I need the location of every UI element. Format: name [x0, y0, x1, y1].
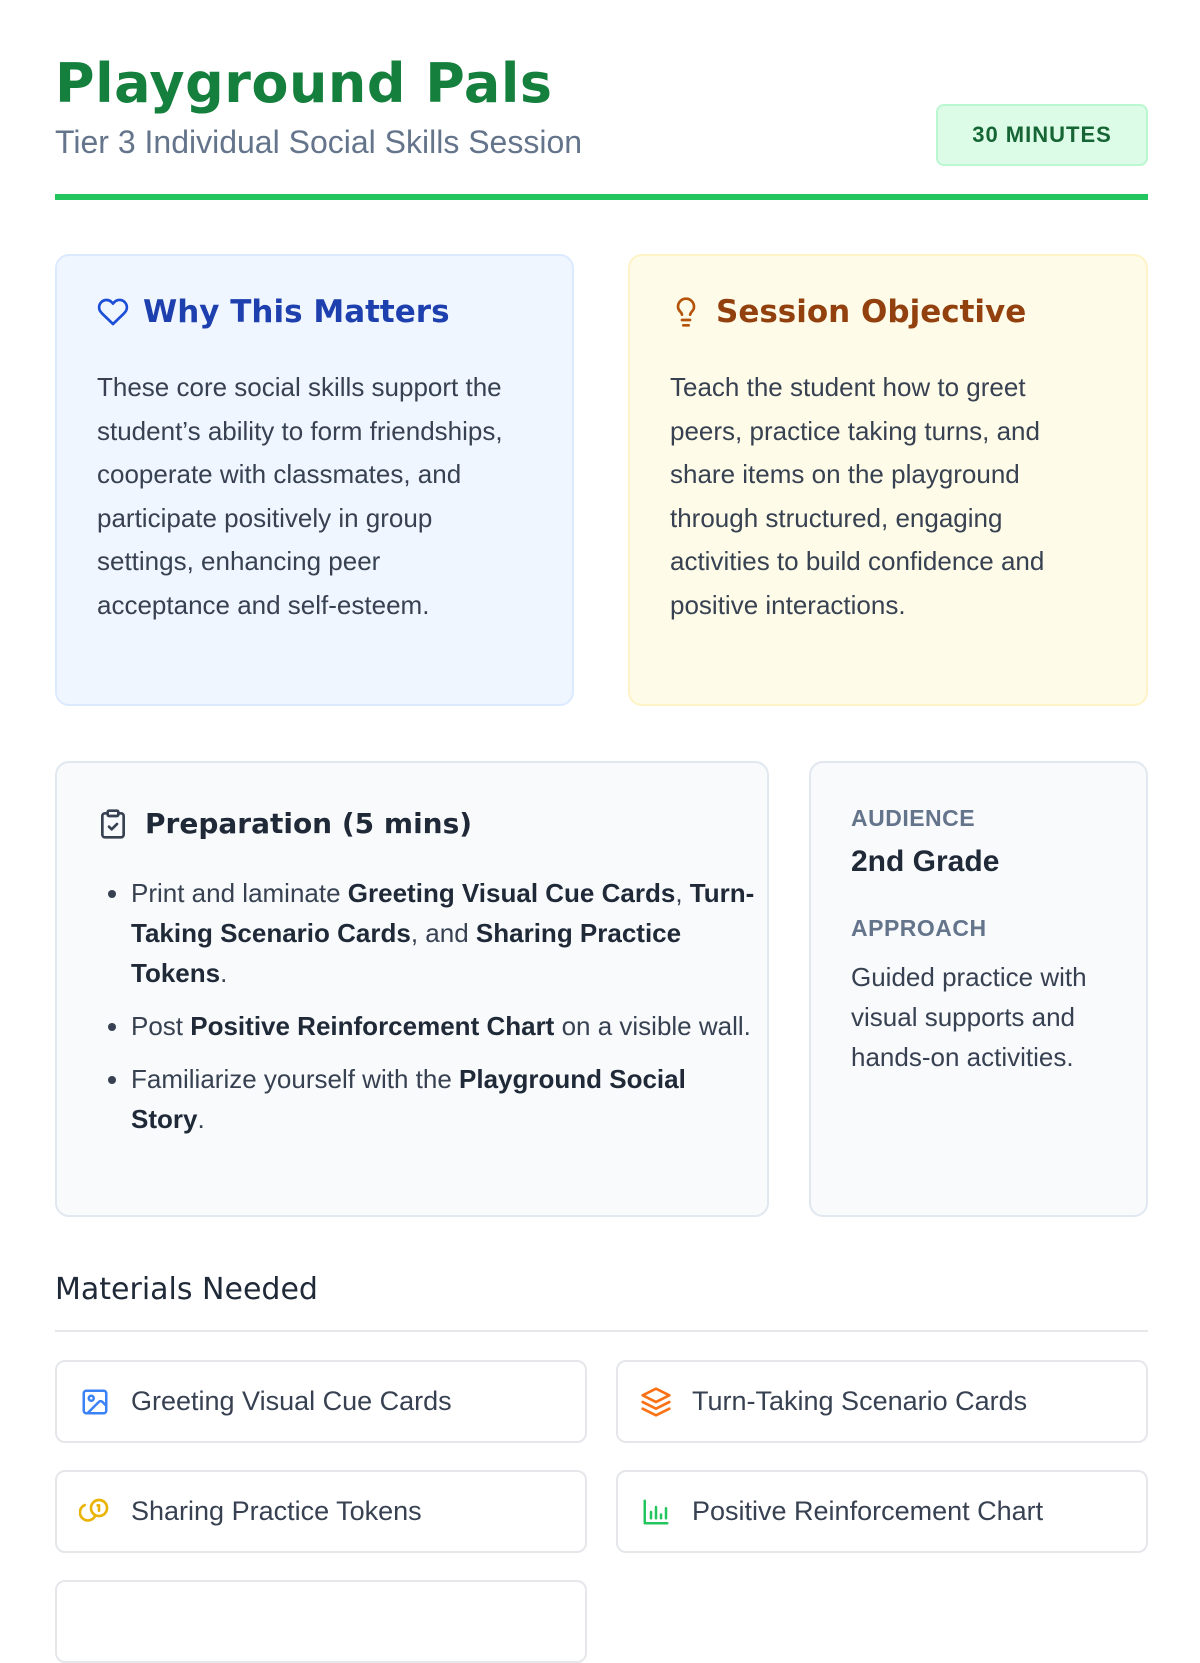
material-item: [616, 1360, 1148, 1443]
material-label: Sharing Practice Tokens: [131, 1496, 422, 1526]
material-item: [616, 1470, 1148, 1553]
image-icon: [79, 1386, 111, 1418]
objective-body: Teach the student how to greet peers, practice taking turns, and share items on the playground through structured, engaging activities to build confidence and positive interactions.: [670, 372, 1045, 620]
preparation-item: [131, 1059, 761, 1139]
audience-value: 2nd Grade: [851, 845, 1000, 878]
approach-value: Guided practice with visual supports and hands-on activities.: [851, 962, 1087, 1072]
duration-badge: 30 MINUTES: [936, 104, 1148, 166]
layers-icon: [640, 1386, 672, 1418]
preparation-card: [55, 761, 769, 1217]
session-objective-card: [628, 254, 1148, 706]
material-label: Positive Reinforcement Chart: [692, 1496, 1044, 1526]
why-body: These core social skills support the student’s ability to form friendships, cooperate with classmates, and participate positively in group settings, enhancing peer acceptance and self-esteem.: [97, 372, 503, 620]
material-item: [55, 1580, 587, 1663]
coins-icon: [79, 1496, 111, 1528]
material-item: [55, 1470, 587, 1553]
preparation-item-text: Post: [131, 1011, 191, 1041]
objective-heading: Session Objective: [716, 294, 1027, 330]
preparation-item-text: .: [220, 958, 228, 988]
preparation-item-emphasis: Greeting Visual Cue Cards: [347, 878, 676, 908]
materials-divider: [55, 1330, 1148, 1332]
material-label: Greeting Visual Cue Cards: [131, 1386, 452, 1416]
material-label: Turn-Taking Scenario Cards: [692, 1386, 1028, 1416]
preparation-item-emphasis: Turn-Taking Scenario Cards: [131, 878, 755, 948]
page-title: Playground Pals: [55, 52, 553, 115]
preparation-item-text: .: [197, 1104, 205, 1134]
why-this-matters-card: [55, 254, 574, 706]
lightbulb-icon: [670, 296, 702, 328]
preparation-item-text: Familiarize yourself with the: [131, 1064, 459, 1094]
audience-approach-card: [809, 761, 1148, 1217]
preparation-item-text: , and: [410, 918, 476, 948]
preparation-item: [131, 873, 761, 993]
clipboard-check-icon: [97, 808, 129, 840]
page-header: [55, 0, 1148, 200]
material-item: [55, 1360, 587, 1443]
preparation-heading: Preparation (5 mins): [145, 807, 473, 840]
lesson-plan-page: [55, 0, 1148, 1526]
header-divider: [55, 194, 1148, 200]
bar-chart-icon: [640, 1496, 672, 1528]
heart-icon: [97, 296, 129, 328]
preparation-list: [97, 873, 761, 1152]
preparation-item-text: on a visible wall.: [554, 1011, 751, 1041]
audience-label: AUDIENCE: [851, 805, 976, 831]
approach-label: APPROACH: [851, 915, 987, 941]
preparation-item-text: Print and laminate: [131, 878, 348, 908]
preparation-item-emphasis: Positive Reinforcement Chart: [190, 1011, 555, 1041]
page-subtitle: Tier 3 Individual Social Skills Session: [55, 124, 583, 160]
preparation-item-emphasis: Sharing Practice Tokens: [131, 918, 682, 988]
why-heading: Why This Matters: [143, 294, 450, 330]
preparation-item: [131, 1006, 761, 1046]
preparation-item-emphasis: Playground Social Story: [131, 1064, 686, 1134]
materials-heading: Materials Needed: [55, 1272, 318, 1307]
preparation-item-text: ,: [675, 878, 690, 908]
